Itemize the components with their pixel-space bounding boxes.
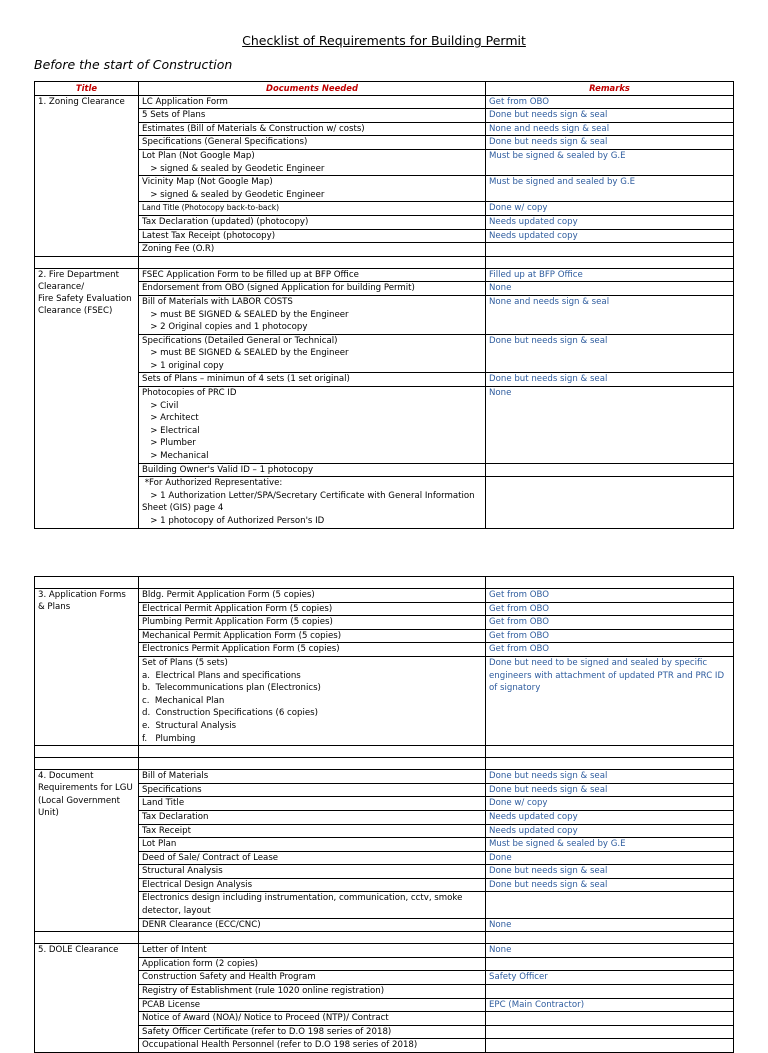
doc-cell: Vicinity Map (Not Google Map) > signed & sealed by Geodetic Engineer <box>139 176 486 202</box>
doc-cell: Photocopies of PRC ID > Civil > Architect > Electrical > Plumber > Mechanical <box>139 387 486 464</box>
remark-cell <box>486 892 734 918</box>
remark-cell: Done but needs sign & seal <box>486 334 734 373</box>
table-row <box>35 477 734 528</box>
doc-cell: Occupational Health Personnel (refer to D.O 198 series of 2018) <box>139 1039 486 1053</box>
doc-cell: Mechanical Permit Application Form (5 copies) <box>139 629 486 643</box>
table-row <box>35 783 734 797</box>
doc-cell: Zoning Fee (O.R) <box>139 243 486 257</box>
remark-cell: Get from OBO <box>486 616 734 630</box>
table-row <box>35 770 734 784</box>
doc-cell: DENR Clearance (ECC/CNC) <box>139 918 486 932</box>
table-row <box>35 810 734 824</box>
remark-cell: Needs updated copy <box>486 824 734 838</box>
remark-cell <box>486 957 734 971</box>
doc-cell: Structural Analysis <box>139 865 486 879</box>
table-row <box>35 268 734 282</box>
remark-cell: Needs updated copy <box>486 215 734 229</box>
remark-cell: Must be signed and sealed by G.E <box>486 176 734 202</box>
doc-cell: Estimates (Bill of Materials & Construction w/ costs) <box>139 122 486 136</box>
doc-cell: Electronics design including instrumentation, communication, cctv, smoke detector, layout <box>139 892 486 918</box>
table-row <box>35 1039 734 1053</box>
remark-cell: None <box>486 918 734 932</box>
remark-cell: Get from OBO <box>486 589 734 603</box>
remark-cell: Needs updated copy <box>486 229 734 243</box>
doc-cell: Electrical Design Analysis <box>139 878 486 892</box>
table-row <box>35 878 734 892</box>
table-row <box>35 616 734 630</box>
remark-cell: Get from OBO <box>486 95 734 109</box>
doc-cell: Electronics Permit Application Form (5 copies) <box>139 643 486 657</box>
doc-cell: Tax Declaration (updated) (photocopy) <box>139 215 486 229</box>
doc-cell: Specifications <box>139 783 486 797</box>
doc-cell: Latest Tax Receipt (photocopy) <box>139 229 486 243</box>
table-row <box>35 243 734 257</box>
section-title-fire: 2. Fire Department Clearance/ Fire Safety Evaluation Clearance (FSEC) <box>35 268 139 528</box>
table-row <box>35 136 734 150</box>
table-row <box>35 215 734 229</box>
remark-cell <box>486 1025 734 1039</box>
section-title-application: 3. Application Forms & Plans <box>35 589 139 746</box>
table-row <box>35 1012 734 1026</box>
doc-cell: Bldg. Permit Application Form (5 copies) <box>139 589 486 603</box>
remark-cell: Get from OBO <box>486 629 734 643</box>
remark-cell: None <box>486 387 734 464</box>
remark-cell: Get from OBO <box>486 643 734 657</box>
table-row <box>35 865 734 879</box>
doc-cell: Specifications (General Specifications) <box>139 136 486 150</box>
doc-cell: Safety Officer Certificate (refer to D.O 198 series of 2018) <box>139 1025 486 1039</box>
table-row <box>35 918 734 932</box>
remark-cell <box>486 985 734 999</box>
table-row <box>35 122 734 136</box>
remark-cell: Done but needs sign & seal <box>486 373 734 387</box>
header-row <box>35 82 734 96</box>
doc-cell: Deed of Sale/ Contract of Lease <box>139 851 486 865</box>
doc-cell: FSEC Application Form to be filled up at BFP Office <box>139 268 486 282</box>
remark-cell: Done <box>486 851 734 865</box>
table-row <box>35 589 734 603</box>
remark-cell: EPC (Main Contractor) <box>486 998 734 1012</box>
doc-cell: Registry of Establishment (rule 1020 online registration) <box>139 985 486 999</box>
remark-cell <box>486 1012 734 1026</box>
doc-cell: Specifications (Detailed General or Technical) > must BE SIGNED & SEALED by the Engineer > 1 original copy <box>139 334 486 373</box>
remark-cell: Must be signed & sealed by G.E <box>486 838 734 852</box>
remark-cell: None <box>486 282 734 296</box>
remark-cell: None and needs sign & seal <box>486 122 734 136</box>
doc-cell: Construction Safety and Health Program <box>139 971 486 985</box>
remark-cell: Done but needs sign & seal <box>486 770 734 784</box>
remark-cell: Needs updated copy <box>486 810 734 824</box>
remark-cell: Must be signed & sealed by G.E <box>486 149 734 175</box>
header-title: Title <box>35 82 139 96</box>
table-row <box>35 387 734 464</box>
doc-cell: Sets of Plans – minimun of 4 sets (1 set original) <box>139 373 486 387</box>
table-row <box>35 149 734 175</box>
doc-cell: 5 Sets of Plans <box>139 109 486 123</box>
remark-cell: Done w/ copy <box>486 797 734 811</box>
table-row <box>35 176 734 202</box>
remark-cell: None and needs sign & seal <box>486 295 734 334</box>
remark-cell: Filled up at BFP Office <box>486 268 734 282</box>
table-row <box>35 629 734 643</box>
remark-cell: Done w/ copy <box>486 202 734 216</box>
table-row <box>35 824 734 838</box>
spacer-row <box>35 577 734 589</box>
table-row <box>35 971 734 985</box>
doc-cell: Notice of Award (NOA)/ Notice to Proceed (NTP)/ Contract <box>139 1012 486 1026</box>
remark-cell: Done but needs sign & seal <box>486 109 734 123</box>
remark-cell: Done but needs sign & seal <box>486 136 734 150</box>
document-title: Checklist of Requirements for Building Permit <box>242 33 526 48</box>
doc-cell: *For Authorized Representative: > 1 Authorization Letter/SPA/Secretary Certificate with General Information Sheet (GIS) page 4 > 1 photocopy of Authorized Person's ID <box>139 477 486 528</box>
header-documents: Documents Needed <box>139 82 486 96</box>
remark-cell <box>486 243 734 257</box>
doc-cell: Set of Plans (5 sets) a. Electrical Plans and specifications b. Telecommunications plan (Electronics) c. Mechanical Plan d. Construction Specifications (6 copies) e. Structural Analysis f. Plumbing <box>139 656 486 745</box>
remark-cell <box>486 463 734 477</box>
table-row <box>35 202 734 216</box>
table-row <box>35 985 734 999</box>
doc-cell: Land Title <box>139 797 486 811</box>
table-row <box>35 643 734 657</box>
table-row <box>35 95 734 109</box>
remark-cell: Done but needs sign & seal <box>486 783 734 797</box>
remark-cell: Get from OBO <box>486 602 734 616</box>
remark-cell: Done but need to be signed and sealed by specific engineers with attachment of updated PTR and PRC ID of signatory <box>486 656 734 745</box>
table-row <box>35 957 734 971</box>
doc-cell: Endorsement from OBO (signed Application for building Permit) <box>139 282 486 296</box>
doc-cell: Bill of Materials with LABOR COSTS > must BE SIGNED & SEALED by the Engineer > 2 Original copies and 1 photocopy <box>139 295 486 334</box>
checklist-table-2 <box>34 576 734 1053</box>
table-row <box>35 109 734 123</box>
doc-cell: Bill of Materials <box>139 770 486 784</box>
doc-cell: Plumbing Permit Application Form (5 copies) <box>139 616 486 630</box>
section-title-zoning: 1. Zoning Clearance <box>35 95 139 256</box>
document-subtitle: Before the start of Construction <box>34 57 233 72</box>
doc-cell: LC Application Form <box>139 95 486 109</box>
doc-cell: Building Owner's Valid ID – 1 photocopy <box>139 463 486 477</box>
spacer-row <box>35 256 734 268</box>
remark-cell: Done but needs sign & seal <box>486 878 734 892</box>
remark-cell: Safety Officer <box>486 971 734 985</box>
section-title-lgu: 4. Document Requirements for LGU (Local Government Unit) <box>35 770 139 932</box>
doc-cell: Tax Receipt <box>139 824 486 838</box>
doc-cell: Electrical Permit Application Form (5 copies) <box>139 602 486 616</box>
section-title-dole: 5. DOLE Clearance <box>35 944 139 1053</box>
table-row <box>35 295 734 334</box>
remark-cell <box>486 477 734 528</box>
table-row <box>35 892 734 918</box>
doc-cell: Lot Plan (Not Google Map) > signed & sealed by Geodetic Engineer <box>139 149 486 175</box>
table-row <box>35 1025 734 1039</box>
header-remarks: Remarks <box>486 82 734 96</box>
table-row <box>35 944 734 958</box>
remark-cell <box>486 1039 734 1053</box>
doc-cell: Tax Declaration <box>139 810 486 824</box>
doc-cell: Lot Plan <box>139 838 486 852</box>
remark-cell: Done but needs sign & seal <box>486 865 734 879</box>
doc-cell: Land Title (Photocopy back-to-back) <box>139 202 486 216</box>
doc-cell: Application form (2 copies) <box>139 957 486 971</box>
table-row <box>35 851 734 865</box>
table-row <box>35 656 734 745</box>
table-row <box>35 463 734 477</box>
table-row <box>35 797 734 811</box>
table-row <box>35 373 734 387</box>
doc-cell: Letter of Intent <box>139 944 486 958</box>
spacer-row <box>35 932 734 944</box>
remark-cell: None <box>486 944 734 958</box>
table-row <box>35 998 734 1012</box>
doc-cell: PCAB License <box>139 998 486 1012</box>
spacer-row <box>35 758 734 770</box>
table-row <box>35 282 734 296</box>
table-row <box>35 334 734 373</box>
table-row <box>35 838 734 852</box>
table-row <box>35 229 734 243</box>
table-row <box>35 602 734 616</box>
spacer-row <box>35 746 734 758</box>
checklist-table-1 <box>34 81 734 529</box>
